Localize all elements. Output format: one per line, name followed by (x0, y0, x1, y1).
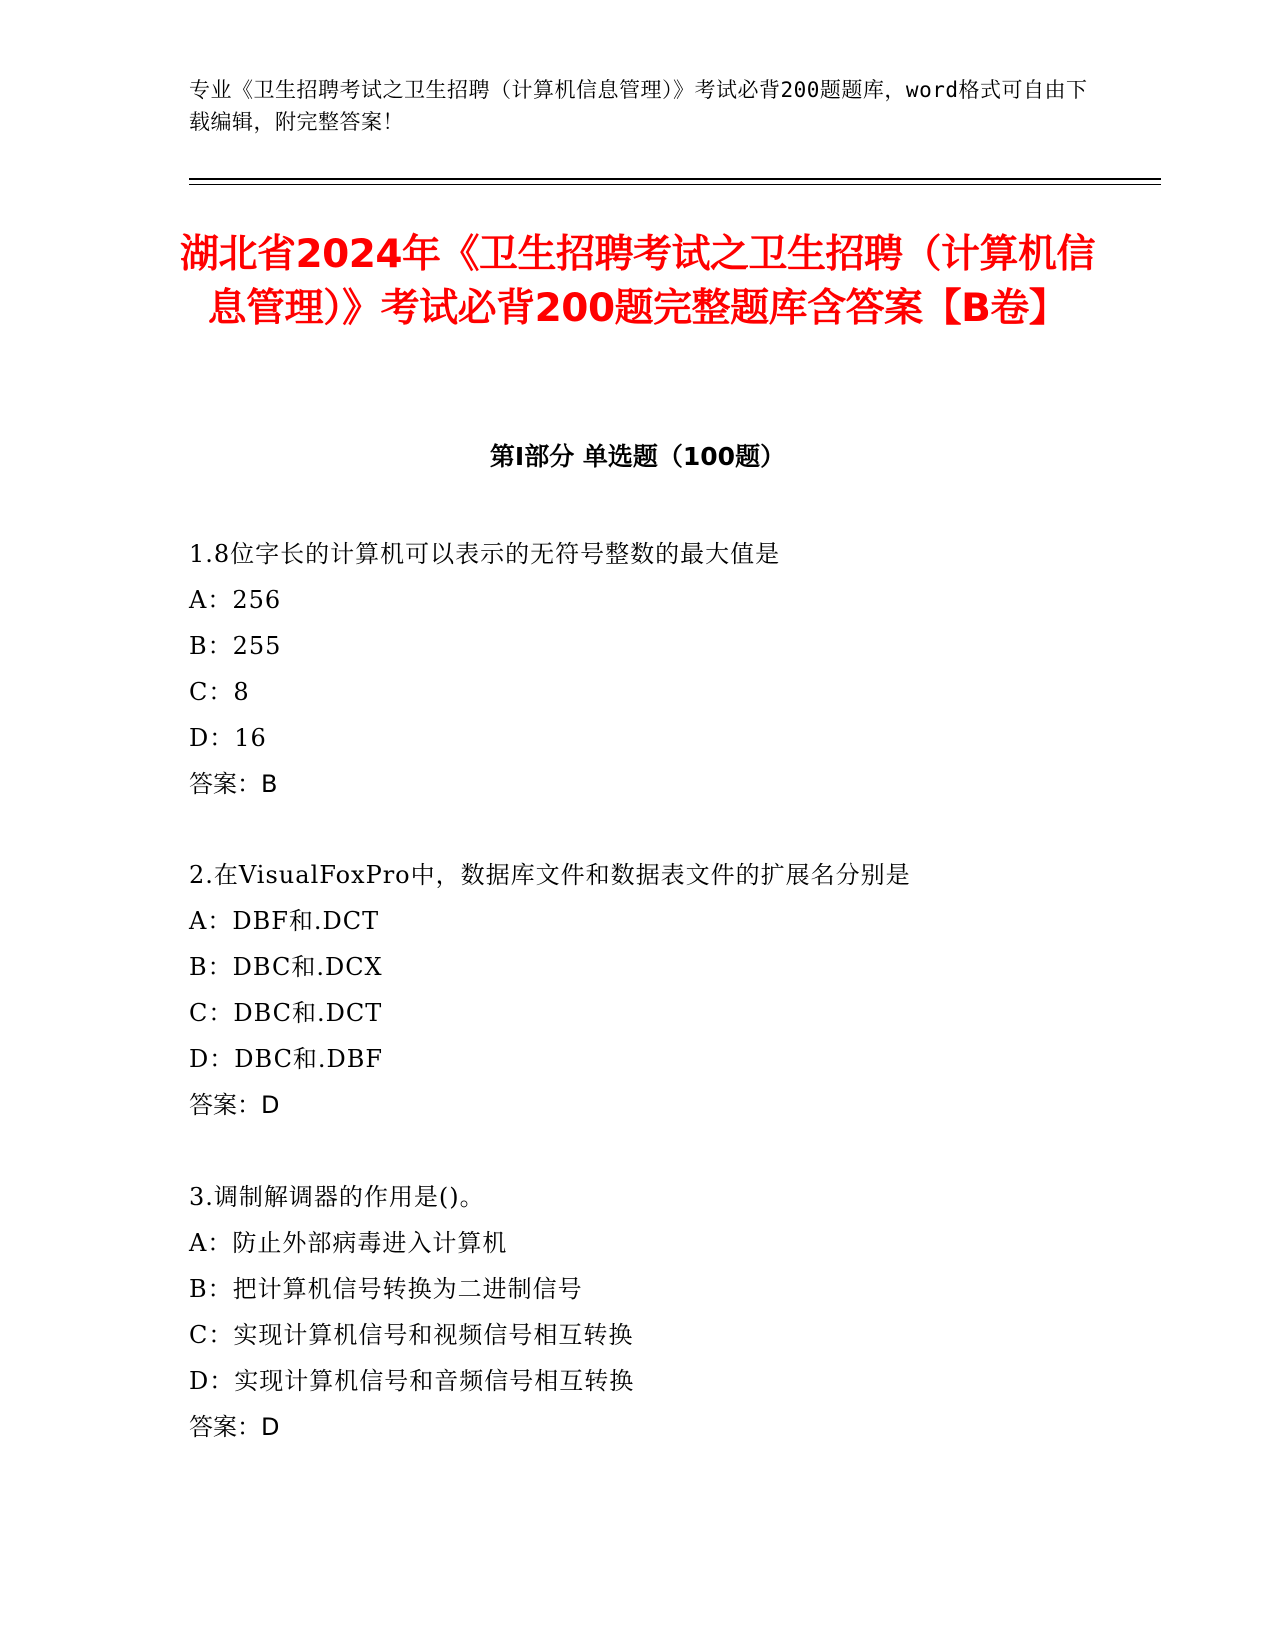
question-stem: 1.8位字长的计算机可以表示的无符号整数的最大值是 (189, 540, 781, 568)
header-divider-thick (189, 178, 1161, 180)
answer-line: 答案：B (189, 770, 278, 798)
option-c: C：8 (189, 678, 250, 706)
answer-line: 答案：D (189, 1091, 280, 1119)
question-block (189, 1174, 1139, 1450)
option-d: D：16 (189, 724, 267, 752)
option-c: C：实现计算机信号和视频信号相互转换 (189, 1321, 634, 1349)
option-a: A：防止外部病毒进入计算机 (189, 1229, 508, 1257)
option-b: B：把计算机信号转换为二进制信号 (189, 1275, 583, 1303)
option-a: A：DBF和.DCT (189, 907, 380, 935)
document-title: 湖北省2024年《卫生招聘考试之卫生招聘（计算机信息管理）》考试必背200题完整题库含答案【B卷】 (179, 232, 1096, 331)
option-a: A：256 (189, 586, 282, 614)
section-heading: 第Ⅰ部分 单选题（100题） (489, 442, 786, 471)
answer-line: 答案：D (189, 1413, 280, 1441)
header-note: 专业《卫生招聘考试之卫生招聘（计算机信息管理）》考试必背200题题库，word格式可自由下载编辑，附完整答案！ (189, 78, 1088, 134)
header-divider-thin (189, 184, 1161, 185)
option-c: C：DBC和.DCT (189, 999, 383, 1027)
question-block (189, 531, 1139, 807)
option-b: B：DBC和.DCX (189, 953, 383, 981)
option-b: B：255 (189, 632, 282, 660)
question-stem: 3.调制解调器的作用是()。 (189, 1183, 485, 1211)
question-stem: 2.在VisualFoxPro中，数据库文件和数据表文件的扩展名分别是 (189, 861, 911, 889)
option-d: D：实现计算机信号和音频信号相互转换 (189, 1367, 635, 1395)
option-d: D：DBC和.DBF (189, 1045, 384, 1073)
question-block (189, 852, 1139, 1128)
